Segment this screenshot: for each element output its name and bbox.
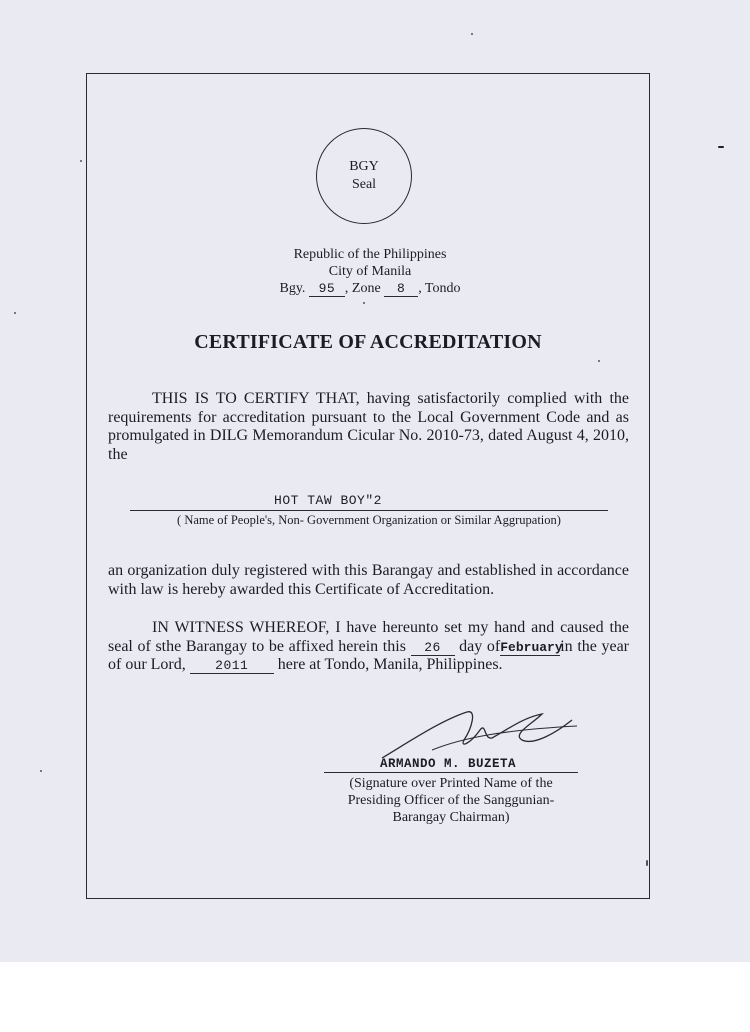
organization-caption: ( Name of People's, Non- Government Organization or Similar Aggrupation) [177,513,561,527]
signature-line [324,772,578,773]
year-field: 2011 [190,659,274,674]
barangay-line [230,281,510,297]
seal-line-2: Seal [351,177,377,192]
place-text: here at Tondo, Manila, Philippines. [277,656,503,673]
witness-paragraph [108,619,629,675]
intro-paragraph: THIS IS TO CERTIFY THAT, having satisfactorily complied with the requirements for accreditation pursuant to the Local Government Code and as promulgated in DILG Memorandum Cicular No. 2010-73, dated August 4, 2010, the [108,390,629,463]
district-label: , Tondo [418,281,461,296]
month-field: February [500,639,563,655]
day-field: 26 [411,641,455,656]
signature-caption-line-1: (Signature over Printed Name of the [349,776,553,791]
scan-speck [718,146,724,148]
bgy-number: 95 [309,282,345,297]
organization-name: HOT TAW BOY"2 [274,493,382,508]
signature-caption [324,775,578,826]
certificate-title: CERTIFICATE OF ACCREDITATION [194,331,542,353]
signatory-name: ARMANDO M. BUZETA [380,757,517,771]
signature-caption-line-2: Presiding Officer of the Sanggunian- [347,793,555,808]
registration-paragraph: an organization duly registered with this Barangay and established in accordance with law is hereby awarded this Certificate of Accreditation. [108,562,629,598]
seal-line-1: BGY [349,159,379,174]
city-line: City of Manila [328,264,412,279]
day-label: day of [459,637,501,655]
zone-label: , Zone [344,281,381,296]
signature-caption-line-3: Barangay Chairman) [392,810,510,825]
scan-speck [471,33,473,35]
year-label: the year of our Lord, [108,637,630,673]
scan-speck [40,770,42,772]
organization-underline [130,510,608,511]
zone-number: 8 [384,282,418,297]
republic-line: Republic of the Philippines [293,247,447,262]
barangay-seal [316,128,412,224]
scan-speck [80,160,82,162]
bgy-label: Bgy. [279,281,306,296]
in-label: in [560,637,573,655]
witness-text: IN WITNESS WHEREOF, I have hereunto set my hand and caused the seal of sthe Barangay to be affixed herein this [108,619,629,655]
scan-speck [14,312,16,314]
